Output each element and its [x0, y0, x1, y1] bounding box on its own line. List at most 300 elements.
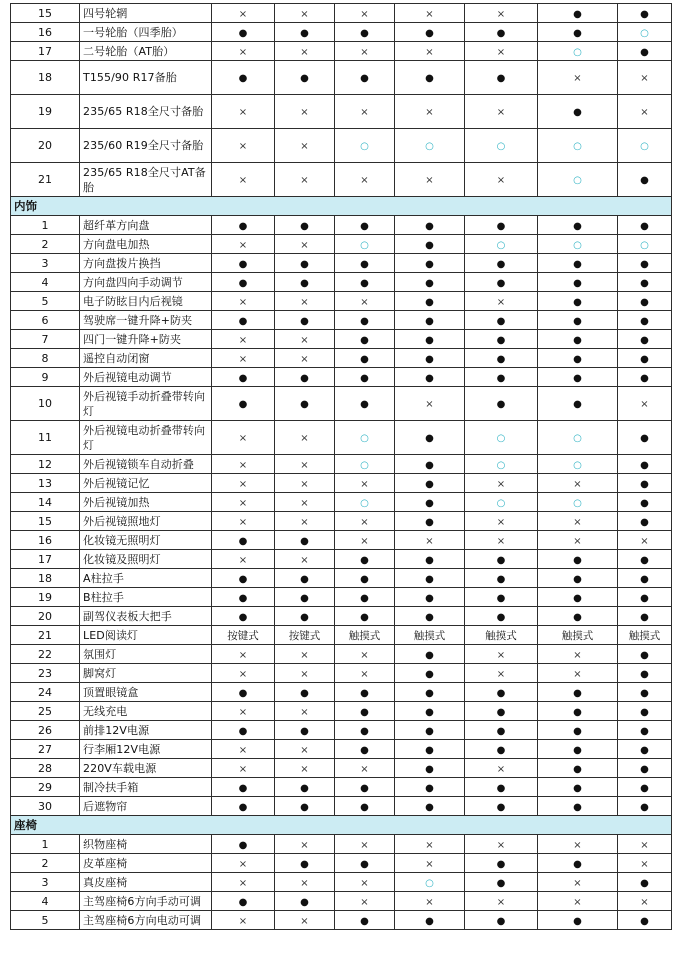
not-available-cross-icon: × [300, 459, 309, 471]
trim-cell [395, 835, 465, 854]
standard-dot-icon: ● [640, 725, 649, 737]
trim-cell [212, 368, 275, 387]
not-available-cross-icon: × [300, 763, 309, 775]
trim-cell [618, 531, 672, 550]
trim-cell [538, 4, 618, 23]
standard-dot-icon: ● [300, 782, 309, 794]
standard-dot-icon: ● [496, 27, 506, 39]
standard-dot-icon: ● [238, 839, 248, 851]
standard-dot-icon: ● [300, 573, 309, 585]
trim-cell [465, 474, 538, 493]
standard-dot-icon: ● [425, 763, 434, 775]
standard-dot-icon: ● [238, 258, 248, 270]
trim-cell [275, 664, 335, 683]
table-row [11, 163, 672, 197]
trim-cell [395, 235, 465, 254]
standard-dot-icon: ● [573, 592, 582, 604]
not-available-cross-icon: × [300, 296, 309, 308]
table-row [11, 550, 672, 569]
standard-dot-icon: ● [640, 220, 649, 232]
standard-dot-icon: ● [360, 858, 369, 870]
trim-cell [212, 531, 275, 550]
feature-name: 副驾仪表板大把手 [80, 607, 212, 626]
standard-dot-icon: ● [640, 433, 649, 444]
not-available-cross-icon: × [496, 175, 506, 186]
table-row [11, 854, 672, 873]
row-number: 20 [11, 607, 80, 626]
standard-dot-icon: ● [425, 592, 434, 604]
not-available-cross-icon: × [300, 334, 309, 346]
trim-cell [335, 292, 395, 311]
standard-dot-icon: ● [300, 611, 309, 623]
row-number: 2 [11, 854, 80, 873]
trim-cell [538, 163, 618, 197]
trim-cell [335, 721, 395, 740]
feature-name: 主驾座椅6方向手动可调 [80, 892, 212, 911]
trim-cell [465, 778, 538, 797]
table-row [11, 349, 672, 368]
feature-name: 氛围灯 [80, 645, 212, 664]
standard-dot-icon: ● [496, 334, 506, 346]
optional-circle-icon: ○ [496, 459, 506, 471]
not-available-cross-icon: × [238, 706, 248, 718]
standard-dot-icon: ● [640, 687, 649, 699]
standard-dot-icon: ● [238, 73, 248, 84]
trim-cell [618, 311, 672, 330]
row-number: 30 [11, 797, 80, 816]
row-number: 1 [11, 835, 80, 854]
not-available-cross-icon: × [496, 516, 506, 528]
standard-dot-icon: ● [425, 239, 434, 251]
not-available-cross-icon: × [573, 896, 582, 908]
standard-dot-icon: ● [496, 220, 506, 232]
standard-dot-icon: ● [496, 277, 506, 289]
standard-dot-icon: ● [425, 915, 434, 927]
trim-cell [395, 607, 465, 626]
trim-cell [465, 421, 538, 455]
not-available-cross-icon: × [360, 296, 369, 308]
trim-cell [275, 702, 335, 721]
trim-cell [335, 455, 395, 474]
trim-cell [618, 273, 672, 292]
trim-cell [275, 163, 335, 197]
trim-cell [335, 759, 395, 778]
not-available-cross-icon: × [496, 668, 506, 680]
trim-cell [275, 531, 335, 550]
row-number: 2 [11, 235, 80, 254]
trim-cell [212, 512, 275, 531]
trim-cell [335, 569, 395, 588]
table-row [11, 368, 672, 387]
trim-cell [275, 4, 335, 23]
trim-cell [275, 911, 335, 930]
trim-cell [335, 531, 395, 550]
row-number: 22 [11, 645, 80, 664]
not-available-cross-icon: × [360, 649, 369, 661]
trim-cell [618, 235, 672, 254]
not-available-cross-icon: × [640, 839, 649, 851]
feature-name: 制冷扶手箱 [80, 778, 212, 797]
standard-dot-icon: ● [496, 782, 506, 794]
standard-dot-icon: ● [640, 353, 649, 365]
not-available-cross-icon: × [300, 839, 309, 851]
not-available-cross-icon: × [238, 763, 248, 775]
feature-name: A柱拉手 [80, 569, 212, 588]
standard-dot-icon: ● [425, 315, 434, 327]
standard-dot-icon: ● [360, 372, 369, 384]
trim-cell [395, 42, 465, 61]
trim-cell [275, 759, 335, 778]
trim-cell [335, 512, 395, 531]
feature-name: 220V车载电源 [80, 759, 212, 778]
standard-dot-icon: ● [640, 372, 649, 384]
trim-cell [618, 797, 672, 816]
trim-cell [335, 645, 395, 664]
trim-cell [335, 550, 395, 569]
not-available-cross-icon: × [300, 744, 309, 756]
trim-cell [465, 835, 538, 854]
trim-cell [335, 854, 395, 873]
section-title: 座椅 [11, 816, 672, 835]
trim-cell [212, 854, 275, 873]
standard-dot-icon: ● [238, 277, 248, 289]
cell-text: 触摸式 [561, 629, 594, 642]
standard-dot-icon: ● [300, 725, 309, 737]
row-number: 7 [11, 330, 80, 349]
trim-cell [618, 664, 672, 683]
row-number: 12 [11, 455, 80, 474]
trim-cell [395, 493, 465, 512]
not-available-cross-icon: × [573, 535, 582, 547]
trim-cell [212, 740, 275, 759]
standard-dot-icon: ● [425, 516, 434, 528]
not-available-cross-icon: × [496, 478, 506, 490]
standard-dot-icon: ● [573, 858, 582, 870]
trim-cell [618, 778, 672, 797]
row-number: 23 [11, 664, 80, 683]
trim-cell [395, 61, 465, 95]
feature-name: 二号轮胎（AT胎） [80, 42, 212, 61]
row-number: 28 [11, 759, 80, 778]
feature-name: 235/65 R18全尺寸AT备胎 [80, 163, 212, 197]
trim-cell [335, 163, 395, 197]
trim-cell [275, 129, 335, 163]
standard-dot-icon: ● [360, 258, 369, 270]
standard-dot-icon: ● [425, 497, 434, 509]
trim-cell [618, 387, 672, 421]
trim-cell [275, 330, 335, 349]
standard-dot-icon: ● [425, 334, 434, 346]
optional-circle-icon: ○ [496, 497, 506, 509]
standard-dot-icon: ● [360, 73, 369, 84]
trim-cell [618, 911, 672, 930]
trim-cell [275, 349, 335, 368]
trim-cell [275, 797, 335, 816]
optional-circle-icon: ○ [360, 239, 369, 251]
row-number: 4 [11, 273, 80, 292]
not-available-cross-icon: × [425, 107, 434, 118]
trim-cell [335, 626, 395, 645]
standard-dot-icon: ● [238, 592, 248, 604]
optional-circle-icon: ○ [496, 433, 506, 444]
row-number: 25 [11, 702, 80, 721]
row-number: 18 [11, 569, 80, 588]
not-available-cross-icon: × [238, 744, 248, 756]
feature-name: 行李厢12V电源 [80, 740, 212, 759]
standard-dot-icon: ● [425, 668, 434, 680]
row-number: 27 [11, 740, 80, 759]
not-available-cross-icon: × [238, 478, 248, 490]
not-available-cross-icon: × [238, 877, 248, 889]
feature-name: T155/90 R17备胎 [80, 61, 212, 95]
not-available-cross-icon: × [360, 107, 369, 118]
feature-name: 主驾座椅6方向电动可调 [80, 911, 212, 930]
optional-circle-icon: ○ [425, 877, 434, 889]
trim-cell [465, 349, 538, 368]
standard-dot-icon: ● [573, 554, 582, 566]
trim-cell [212, 421, 275, 455]
trim-cell [212, 4, 275, 23]
not-available-cross-icon: × [360, 8, 369, 20]
trim-cell [275, 493, 335, 512]
standard-dot-icon: ● [640, 782, 649, 794]
table-row [11, 42, 672, 61]
trim-cell [335, 683, 395, 702]
not-available-cross-icon: × [573, 839, 582, 851]
not-available-cross-icon: × [300, 141, 309, 152]
not-available-cross-icon: × [300, 107, 309, 118]
table-row [11, 588, 672, 607]
not-available-cross-icon: × [360, 175, 369, 186]
not-available-cross-icon: × [496, 896, 506, 908]
trim-cell [275, 892, 335, 911]
trim-cell [335, 474, 395, 493]
trim-cell [618, 569, 672, 588]
standard-dot-icon: ● [640, 763, 649, 775]
trim-cell [212, 311, 275, 330]
table-row [11, 645, 672, 664]
not-available-cross-icon: × [425, 8, 434, 20]
trim-cell [275, 95, 335, 129]
standard-dot-icon: ● [496, 801, 506, 813]
trim-cell [395, 292, 465, 311]
not-available-cross-icon: × [300, 706, 309, 718]
standard-dot-icon: ● [425, 725, 434, 737]
trim-cell [618, 588, 672, 607]
trim-cell [212, 873, 275, 892]
cell-text: 触摸式 [485, 629, 517, 642]
trim-cell [465, 455, 538, 474]
trim-cell [275, 42, 335, 61]
row-number: 10 [11, 387, 80, 421]
trim-cell [618, 683, 672, 702]
feature-name: 外后视镜锁车自动折叠 [80, 455, 212, 474]
table-row [11, 474, 672, 493]
not-available-cross-icon: × [360, 516, 369, 528]
optional-circle-icon: ○ [360, 433, 369, 444]
trim-cell [465, 23, 538, 42]
trim-cell [538, 273, 618, 292]
feature-name: 无线充电 [80, 702, 212, 721]
trim-cell [618, 550, 672, 569]
not-available-cross-icon: × [238, 516, 248, 528]
not-available-cross-icon: × [300, 554, 309, 566]
not-available-cross-icon: × [300, 478, 309, 490]
trim-cell [618, 455, 672, 474]
standard-dot-icon: ● [360, 399, 369, 410]
not-available-cross-icon: × [300, 46, 309, 58]
trim-cell [275, 645, 335, 664]
trim-cell [395, 721, 465, 740]
feature-name: LED阅读灯 [80, 626, 212, 645]
feature-name: 外后视镜手动折叠带转向灯 [80, 387, 212, 421]
trim-cell [618, 493, 672, 512]
standard-dot-icon: ● [300, 535, 309, 547]
trim-cell [275, 387, 335, 421]
standard-dot-icon: ● [360, 782, 369, 794]
trim-cell [538, 911, 618, 930]
standard-dot-icon: ● [360, 592, 369, 604]
table-row [11, 216, 672, 235]
optional-circle-icon: ○ [573, 497, 582, 509]
trim-cell [212, 550, 275, 569]
standard-dot-icon: ● [238, 611, 248, 623]
trim-cell [538, 23, 618, 42]
feature-name: 电子防眩目内后视镜 [80, 292, 212, 311]
standard-dot-icon: ● [496, 858, 506, 870]
standard-dot-icon: ● [360, 554, 369, 566]
table-row [11, 493, 672, 512]
table-row [11, 778, 672, 797]
not-available-cross-icon: × [496, 649, 506, 661]
trim-cell [465, 873, 538, 892]
not-available-cross-icon: × [238, 668, 248, 680]
trim-cell [212, 493, 275, 512]
trim-cell [465, 626, 538, 645]
trim-cell [395, 4, 465, 23]
row-number: 4 [11, 892, 80, 911]
trim-cell [335, 23, 395, 42]
trim-cell [212, 163, 275, 197]
trim-cell [212, 702, 275, 721]
trim-cell [212, 330, 275, 349]
row-number: 5 [11, 292, 80, 311]
trim-cell [538, 626, 618, 645]
trim-cell [395, 778, 465, 797]
trim-cell [395, 854, 465, 873]
trim-cell [395, 23, 465, 42]
trim-cell [538, 721, 618, 740]
standard-dot-icon: ● [360, 706, 369, 718]
standard-dot-icon: ● [496, 877, 506, 889]
row-number: 3 [11, 254, 80, 273]
trim-cell [538, 531, 618, 550]
standard-dot-icon: ● [640, 801, 649, 813]
trim-cell [212, 683, 275, 702]
trim-cell [275, 474, 335, 493]
trim-cell [275, 835, 335, 854]
trim-cell [538, 330, 618, 349]
standard-dot-icon: ● [360, 573, 369, 585]
standard-dot-icon: ● [300, 73, 309, 84]
standard-dot-icon: ● [573, 334, 582, 346]
trim-cell [618, 330, 672, 349]
trim-cell [395, 512, 465, 531]
trim-cell [395, 129, 465, 163]
trim-cell [275, 778, 335, 797]
trim-cell [538, 664, 618, 683]
trim-cell [538, 474, 618, 493]
standard-dot-icon: ● [425, 27, 434, 39]
trim-cell [465, 61, 538, 95]
trim-cell [538, 512, 618, 531]
trim-cell [465, 368, 538, 387]
standard-dot-icon: ● [425, 649, 434, 661]
standard-dot-icon: ● [360, 334, 369, 346]
feature-name: 化妆镜及照明灯 [80, 550, 212, 569]
standard-dot-icon: ● [640, 334, 649, 346]
row-number: 5 [11, 911, 80, 930]
trim-cell [538, 368, 618, 387]
trim-cell [212, 664, 275, 683]
standard-dot-icon: ● [573, 399, 582, 410]
trim-cell [275, 455, 335, 474]
standard-dot-icon: ● [573, 573, 582, 585]
table-row [11, 387, 672, 421]
trim-cell [618, 740, 672, 759]
trim-cell [335, 4, 395, 23]
standard-dot-icon: ● [300, 399, 309, 410]
table-row [11, 455, 672, 474]
not-available-cross-icon: × [573, 649, 582, 661]
standard-dot-icon: ● [573, 706, 582, 718]
not-available-cross-icon: × [238, 497, 248, 509]
feature-name: 真皮座椅 [80, 873, 212, 892]
trim-cell [538, 778, 618, 797]
standard-dot-icon: ● [238, 372, 248, 384]
trim-cell [538, 797, 618, 816]
row-number: 19 [11, 588, 80, 607]
optional-circle-icon: ○ [496, 239, 506, 251]
trim-cell [618, 892, 672, 911]
feature-name: 方向盘四向手动调节 [80, 273, 212, 292]
trim-cell [618, 23, 672, 42]
standard-dot-icon: ● [425, 296, 434, 308]
not-available-cross-icon: × [573, 668, 582, 680]
not-available-cross-icon: × [425, 399, 434, 410]
not-available-cross-icon: × [238, 915, 248, 927]
trim-cell [335, 311, 395, 330]
trim-cell [538, 835, 618, 854]
standard-dot-icon: ● [360, 220, 369, 232]
trim-cell [275, 368, 335, 387]
feature-name: 化妆镜无照明灯 [80, 531, 212, 550]
trim-cell [538, 349, 618, 368]
standard-dot-icon: ● [238, 399, 248, 410]
trim-cell [538, 311, 618, 330]
trim-cell [335, 588, 395, 607]
cell-text: 按键式 [288, 629, 321, 642]
standard-dot-icon: ● [573, 277, 582, 289]
trim-cell [395, 797, 465, 816]
feature-name: 外后视镜加热 [80, 493, 212, 512]
row-number: 26 [11, 721, 80, 740]
standard-dot-icon: ● [425, 687, 434, 699]
not-available-cross-icon: × [300, 915, 309, 927]
standard-dot-icon: ● [238, 725, 248, 737]
optional-circle-icon: ○ [573, 175, 582, 186]
standard-dot-icon: ● [425, 801, 434, 813]
